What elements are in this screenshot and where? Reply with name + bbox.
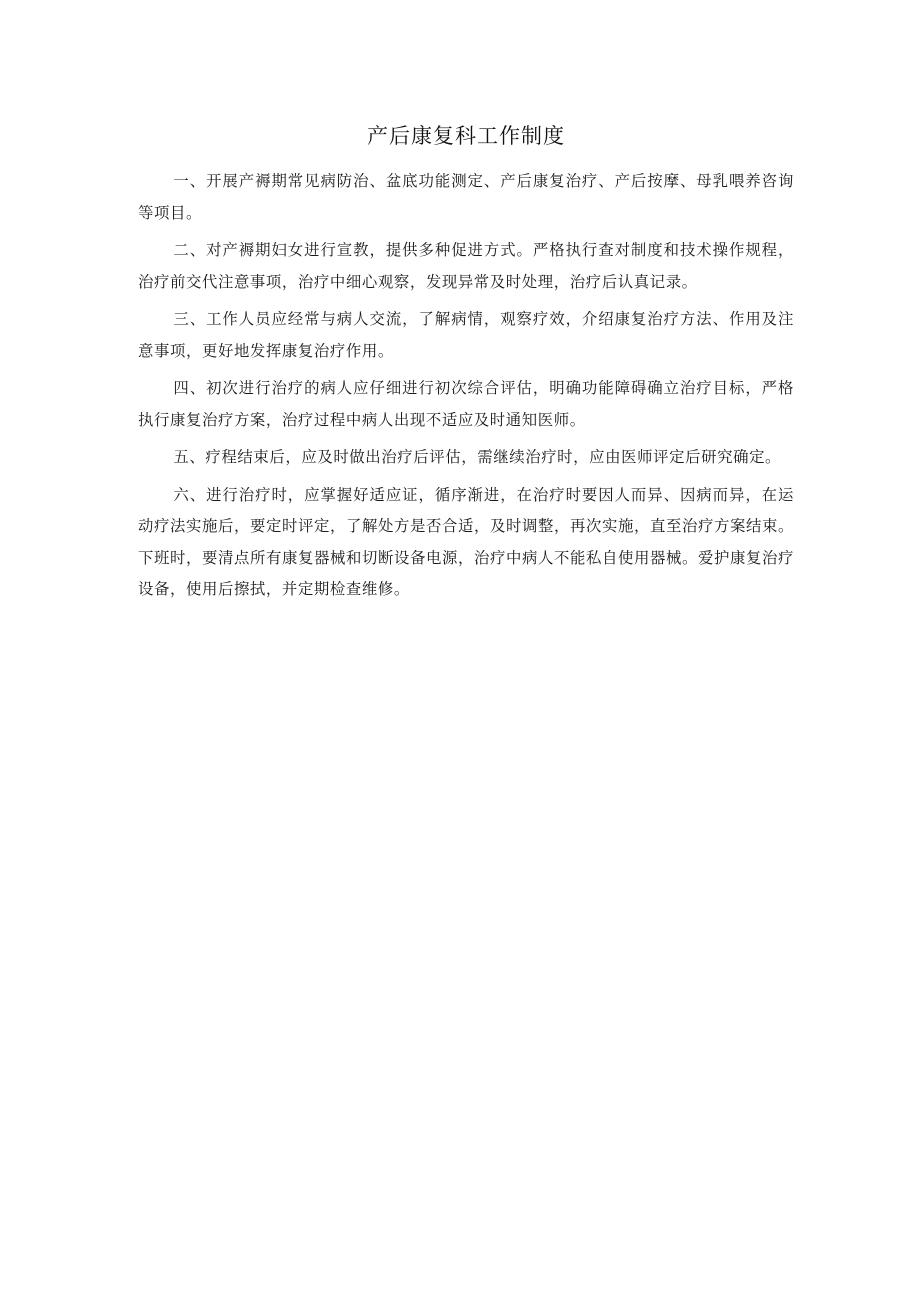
- paragraph-1: 一、开展产褥期常见病防治、盆底功能测定、产后康复治疗、产后按摩、母乳喂养咨询等项目。: [138, 172, 794, 222]
- paragraph-6: 六、进行治疗时，应掌握好适应证，循序渐进，在治疗时要因人而异、因病而异，在运动疗法实施后，要定时评定，了解处方是否合适，及时调整，再次实施，直至治疗方案结束。下班时，要清点所有康复器械和切断设备电源，治疗中病人不能私自使用器械。爱护康复治疗设备，使用后擦拭，并定期检查维修。: [138, 485, 794, 598]
- paragraph-5: 五、疗程结束后，应及时做出治疗后评估，需继续治疗时，应由医师评定后研究确定。: [173, 448, 782, 466]
- paragraph-2: 二、对产褥期妇女进行宣教，提供多种促进方式。严格执行查对制度和技术操作规程，治疗前交代注意事项，治疗中细心观察，发现异常及时处理，治疗后认真记录。: [138, 241, 794, 291]
- paragraph-3: 三、工作人员应经常与病人交流，了解病情，观察疗效，介绍康复治疗方法、作用及注意事项，更好地发挥康复治疗作用。: [138, 310, 794, 360]
- document-page: [138, 118, 794, 612]
- paragraph-4: 四、初次进行治疗的病人应仔细进行初次综合评估，明确功能障碍确立治疗目标，严格执行康复治疗方案，治疗过程中病人出现不适应及时通知医师。: [138, 379, 794, 429]
- document-title: 产后康复科工作制度: [367, 124, 565, 148]
